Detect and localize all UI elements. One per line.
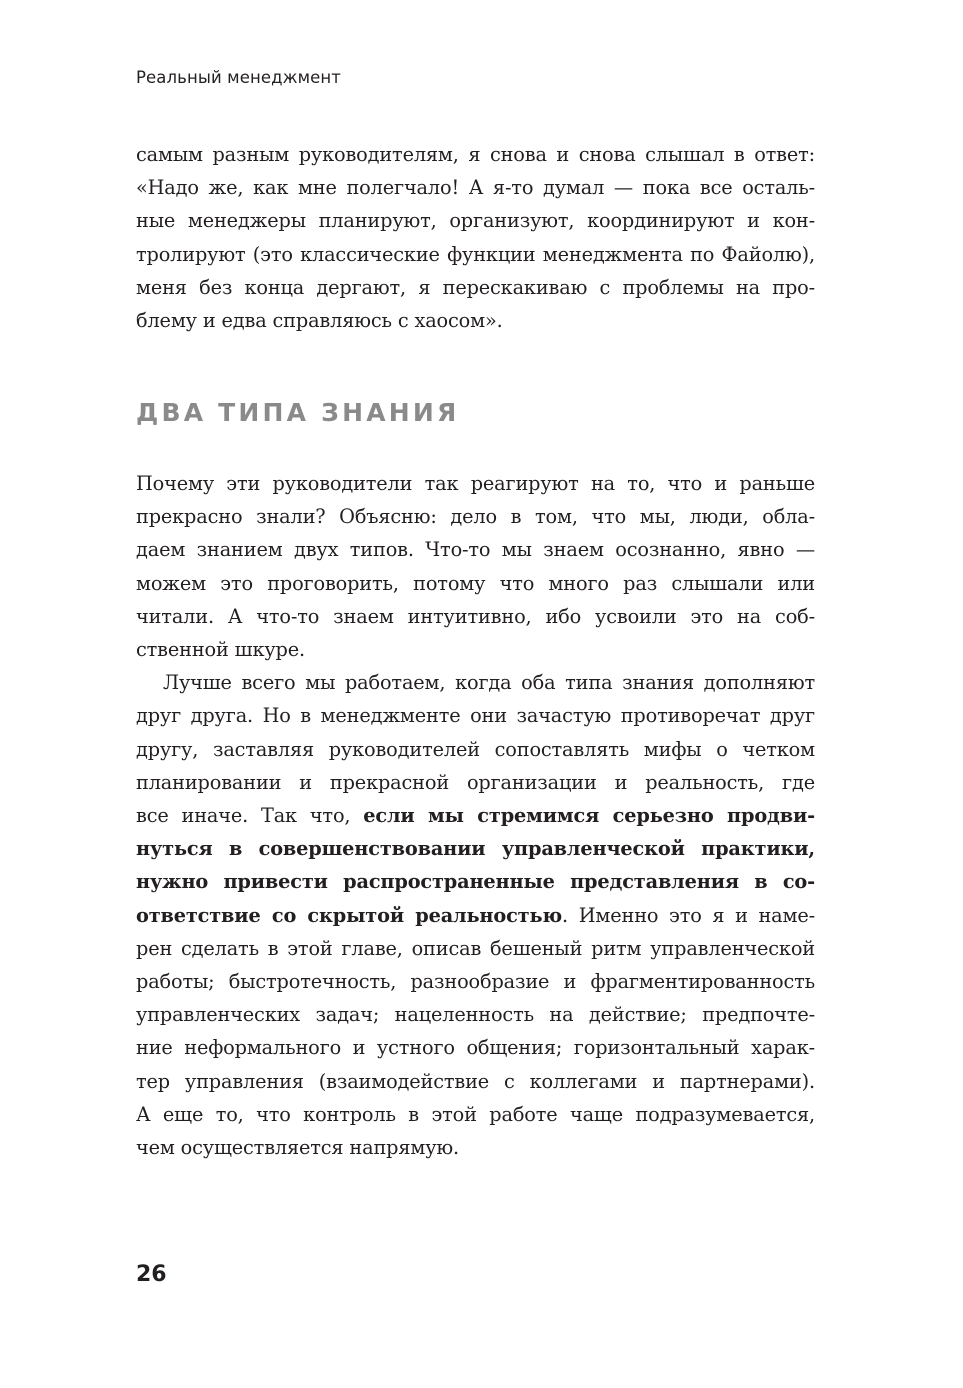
- paragraph-two-types-of-knowledge: [136, 467, 815, 1164]
- running-header: Реальный менеджмент: [136, 68, 341, 87]
- text-line: ные менеджеры планируют, организуют, координируют и кон-: [136, 209, 815, 233]
- text-line: прекрасно знали? Объясню: дело в том, что мы, люди, обла-: [136, 505, 815, 529]
- text-fragment: все иначе. Так что,: [136, 804, 364, 828]
- text-line: А еще то, что контроль в этой работе чаще подразумевается,: [136, 1102, 815, 1126]
- text-line: Лучше всего мы работаем, когда оба типа знания дополняют: [163, 671, 815, 695]
- section-heading: ДВА ТИПА ЗНАНИЯ: [136, 398, 460, 427]
- text-line: друг друга. Но в менеджменте они зачастую противоречат друг: [136, 704, 815, 728]
- text-line: другу, заставляя руководителей сопоставлять мифы о четком: [136, 737, 815, 761]
- text-line: [136, 799, 815, 832]
- text-line: рен сделать в этой главе, описав бешеный ритм управленческой: [136, 936, 815, 960]
- emphasis-line: нуться в совершенствовании управленческой практики,: [136, 837, 815, 861]
- text-line: [136, 899, 815, 932]
- text-line: можем это проговорить, потому что много раз слышали или: [136, 571, 815, 595]
- text-line: работы; быстротечность, разнообразие и фрагментированность: [136, 970, 815, 994]
- text-line: чем осуществляется напрямую.: [136, 1136, 460, 1160]
- text-line: тролируют (это классические функции менеджмента по Файолю),: [136, 242, 815, 266]
- emphasis-line: нужно привести распространенные представления в со-: [136, 870, 815, 894]
- text-line: самым разным руководителям, я снова и снова слышал в ответ:: [136, 143, 815, 166]
- text-line: ственной шкуре.: [136, 638, 305, 662]
- intro-paragraph: [136, 138, 815, 337]
- text-line: даем знанием двух типов. Что-то мы знаем осознанно, явно —: [136, 538, 815, 562]
- emphasis-text: если мы стремимся серьезно продви-: [363, 804, 816, 828]
- text-line: тер управления (взаимодействие с коллегами и партнерами).: [136, 1069, 815, 1093]
- page-number: 26: [136, 1262, 167, 1287]
- text-line: «Надо же, как мне полегчало! А я-то думал — пока все осталь-: [136, 176, 815, 200]
- text-line: Почему эти руководители так реагируют на то, что и раньше: [136, 472, 815, 495]
- text-fragment: . Именно это я и наме-: [562, 903, 815, 927]
- text-line: ние неформального и устного общения; горизонтальный харак-: [136, 1036, 815, 1060]
- text-line: читали. А что-то знаем интуитивно, ибо усвоили это на соб-: [136, 604, 815, 628]
- text-line: планировании и прекрасной организации и реальность, где: [136, 770, 815, 794]
- text-line: блему и едва справляюсь с хаосом».: [136, 309, 503, 333]
- emphasis-text: ответствие со скрытой реальностью: [136, 903, 563, 927]
- text-line: меня без конца дергают, я перескакиваю с проблемы на про-: [136, 275, 815, 299]
- text-line: управленческих задач; нацеленность на действие; предпочте-: [136, 1003, 815, 1027]
